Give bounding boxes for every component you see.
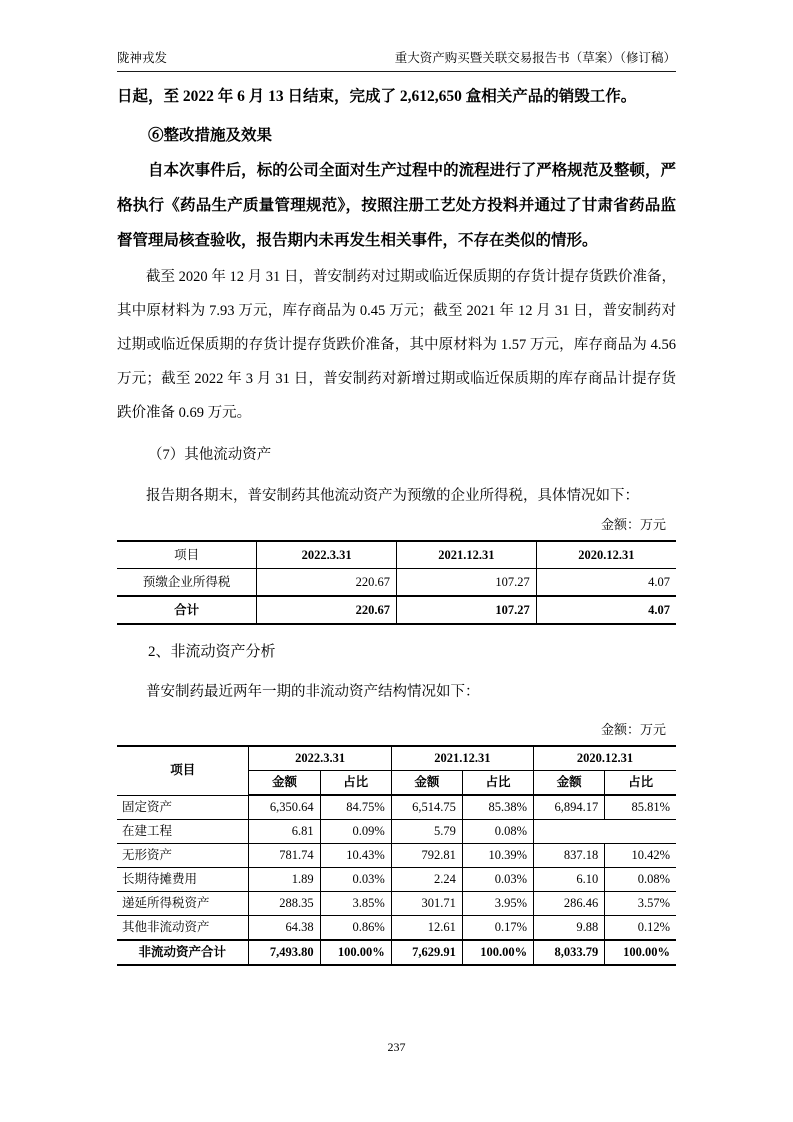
header-company-name: 陇神戎发	[117, 51, 168, 65]
table-cell: 286.46	[534, 892, 605, 916]
table-cell: 0.03%	[462, 868, 533, 892]
table-cell: 递延所得税资产	[117, 892, 249, 916]
column-header-period-3: 2020.12.31	[534, 746, 676, 771]
table-row-prepaid-income-tax	[117, 569, 676, 597]
table-cell: 301.71	[391, 892, 462, 916]
table-header-row-periods	[117, 746, 676, 771]
table-cell: 220.67	[257, 569, 397, 597]
heading-other-current-assets: （7）其他流动资产	[148, 447, 272, 463]
paragraph-inventory-provision: 截至 2020 年 12 月 31 日，普安制药对过期或临近保质期的存货计提存货跌价准备，其中原材料为 7.93 万元，库存商品为 0.45 万元；截至 2021 年 12 月 31 日，普安制药对过期或临近保质期的存货计提存货跌价准备，其中原材料为 1.57 万元，库存商品为 4.56 万元；截至 2022 年 3 月 31 日，普安制药对新增过期或临近保质期的库存商品计提存货跌价准备 0.69 万元。	[117, 269, 676, 421]
column-header-ratio: 占比	[462, 771, 533, 796]
table-row-deferred-tax-assets	[117, 892, 676, 916]
column-header-date-2: 2021.12.31	[397, 541, 537, 569]
paragraph-destruction-completion: 日起，至 2022 年 6 月 13 日结束，完成了 2,612,650 盒相关产品的销毁工作。	[117, 88, 637, 105]
table-cell: 3.85%	[320, 892, 391, 916]
table-cell: 10.42%	[605, 844, 676, 868]
table-cell: 在建工程	[117, 820, 249, 844]
table-cell: 100.00%	[320, 940, 391, 965]
table-cell: 6,514.75	[391, 795, 462, 820]
heading-rectification-measures: ⑥整改措施及效果	[148, 127, 273, 144]
table-cell: 6,350.64	[249, 795, 320, 820]
page-number: 237	[387, 1040, 406, 1054]
table-cell: 长期待摊费用	[117, 868, 249, 892]
table-cell: 无形资产	[117, 844, 249, 868]
table-total-row	[117, 596, 676, 624]
column-header-ratio: 占比	[605, 771, 676, 796]
unit-label-table2: 金额：万元	[600, 722, 666, 737]
column-header-amount: 金额	[391, 771, 462, 796]
column-header-period-2: 2021.12.31	[391, 746, 533, 771]
table-cell: 0.17%	[462, 916, 533, 941]
table-cell: 288.35	[249, 892, 320, 916]
column-header-item: 项目	[117, 541, 257, 569]
table-row-long-term-deferred-expenses	[117, 868, 676, 892]
table-cell: 1.89	[249, 868, 320, 892]
table-cell: 6,894.17	[534, 795, 605, 820]
table-cell: 3.95%	[462, 892, 533, 916]
table-cell: 0.08%	[605, 868, 676, 892]
column-header-amount: 金额	[534, 771, 605, 796]
unit-label-table1: 金额：万元	[600, 517, 666, 532]
column-header-date-3: 2020.12.31	[536, 541, 676, 569]
column-header-period-1: 2022.3.31	[249, 746, 391, 771]
column-header-ratio: 占比	[320, 771, 391, 796]
paragraph-other-current-assets: 报告期各期末，普安制药其他流动资产为预缴的企业所得税，具体情况如下：	[146, 488, 639, 504]
column-header-item: 项目	[117, 746, 249, 795]
table-cell: 6.81	[249, 820, 320, 844]
table-cell: 85.81%	[605, 795, 676, 820]
table-cell: 8,033.79	[534, 940, 605, 965]
table-cell: 10.43%	[320, 844, 391, 868]
column-header-amount: 金额	[249, 771, 320, 796]
table-cell: 0.86%	[320, 916, 391, 941]
table-row-construction-in-progress	[117, 820, 676, 844]
paragraph-noncurrent-assets: 普安制药最近两年一期的非流动资产结构情况如下：	[146, 684, 480, 700]
table-row-fixed-assets	[117, 795, 676, 820]
header-report-title: 重大资产购买暨关联交易报告书（草案）（修订稿）	[394, 51, 676, 65]
table-total-row	[117, 940, 676, 965]
table-cell: 792.81	[391, 844, 462, 868]
table-cell: 100.00%	[462, 940, 533, 965]
table-cell: 0.08%	[462, 820, 533, 844]
table-cell: 837.18	[534, 844, 605, 868]
noncurrent-assets-table	[117, 745, 676, 966]
heading-noncurrent-assets-analysis: 2、非流动资产分析	[148, 644, 276, 660]
table-cell: 7,629.91	[391, 940, 462, 965]
table-cell: 2.24	[391, 868, 462, 892]
table-row-intangible-assets	[117, 844, 676, 868]
table-cell: 3.57%	[605, 892, 676, 916]
table-row-other-noncurrent-assets	[117, 916, 676, 941]
table-cell: 85.38%	[462, 795, 533, 820]
table-cell: 12.61	[391, 916, 462, 941]
page-header	[117, 0, 676, 72]
table-cell: 非流动资产合计	[117, 940, 249, 965]
table-cell: 10.39%	[462, 844, 533, 868]
table-cell: 5.79	[391, 820, 462, 844]
table-cell: 固定资产	[117, 795, 249, 820]
table-cell: 0.09%	[320, 820, 391, 844]
table-cell: 其他非流动资产	[117, 916, 249, 941]
table-cell: 107.27	[397, 569, 537, 597]
table-cell: 4.07	[536, 569, 676, 597]
table-cell: 6.10	[534, 868, 605, 892]
table-cell: 合计	[117, 596, 257, 624]
table-cell: 0.12%	[605, 916, 676, 941]
table-cell: 84.75%	[320, 795, 391, 820]
table-cell: 781.74	[249, 844, 320, 868]
table-cell: 64.38	[249, 916, 320, 941]
table-cell: 107.27	[397, 596, 537, 624]
other-current-assets-table	[117, 540, 676, 625]
table-cell: 220.67	[257, 596, 397, 624]
table-cell: 0.03%	[320, 868, 391, 892]
column-header-date-1: 2022.3.31	[257, 541, 397, 569]
table-cell: 预缴企业所得税	[117, 569, 257, 597]
table-header-row	[117, 541, 676, 569]
table-cell: 9.88	[534, 916, 605, 941]
paragraph-rectification-detail: 自本次事件后，标的公司全面对生产过程中的流程进行了严格规范及整顿，严格执行《药品生产质量管理规范》，按照注册工艺处方投料并通过了甘肃省药品监督管理局核查验收，报告期内未再发生相关事件，不存在类似的情形。	[117, 162, 676, 249]
table-cell: 7,493.80	[249, 940, 320, 965]
table-cell-empty	[534, 820, 676, 844]
table-cell: 4.07	[536, 596, 676, 624]
table-cell: 100.00%	[605, 940, 676, 965]
